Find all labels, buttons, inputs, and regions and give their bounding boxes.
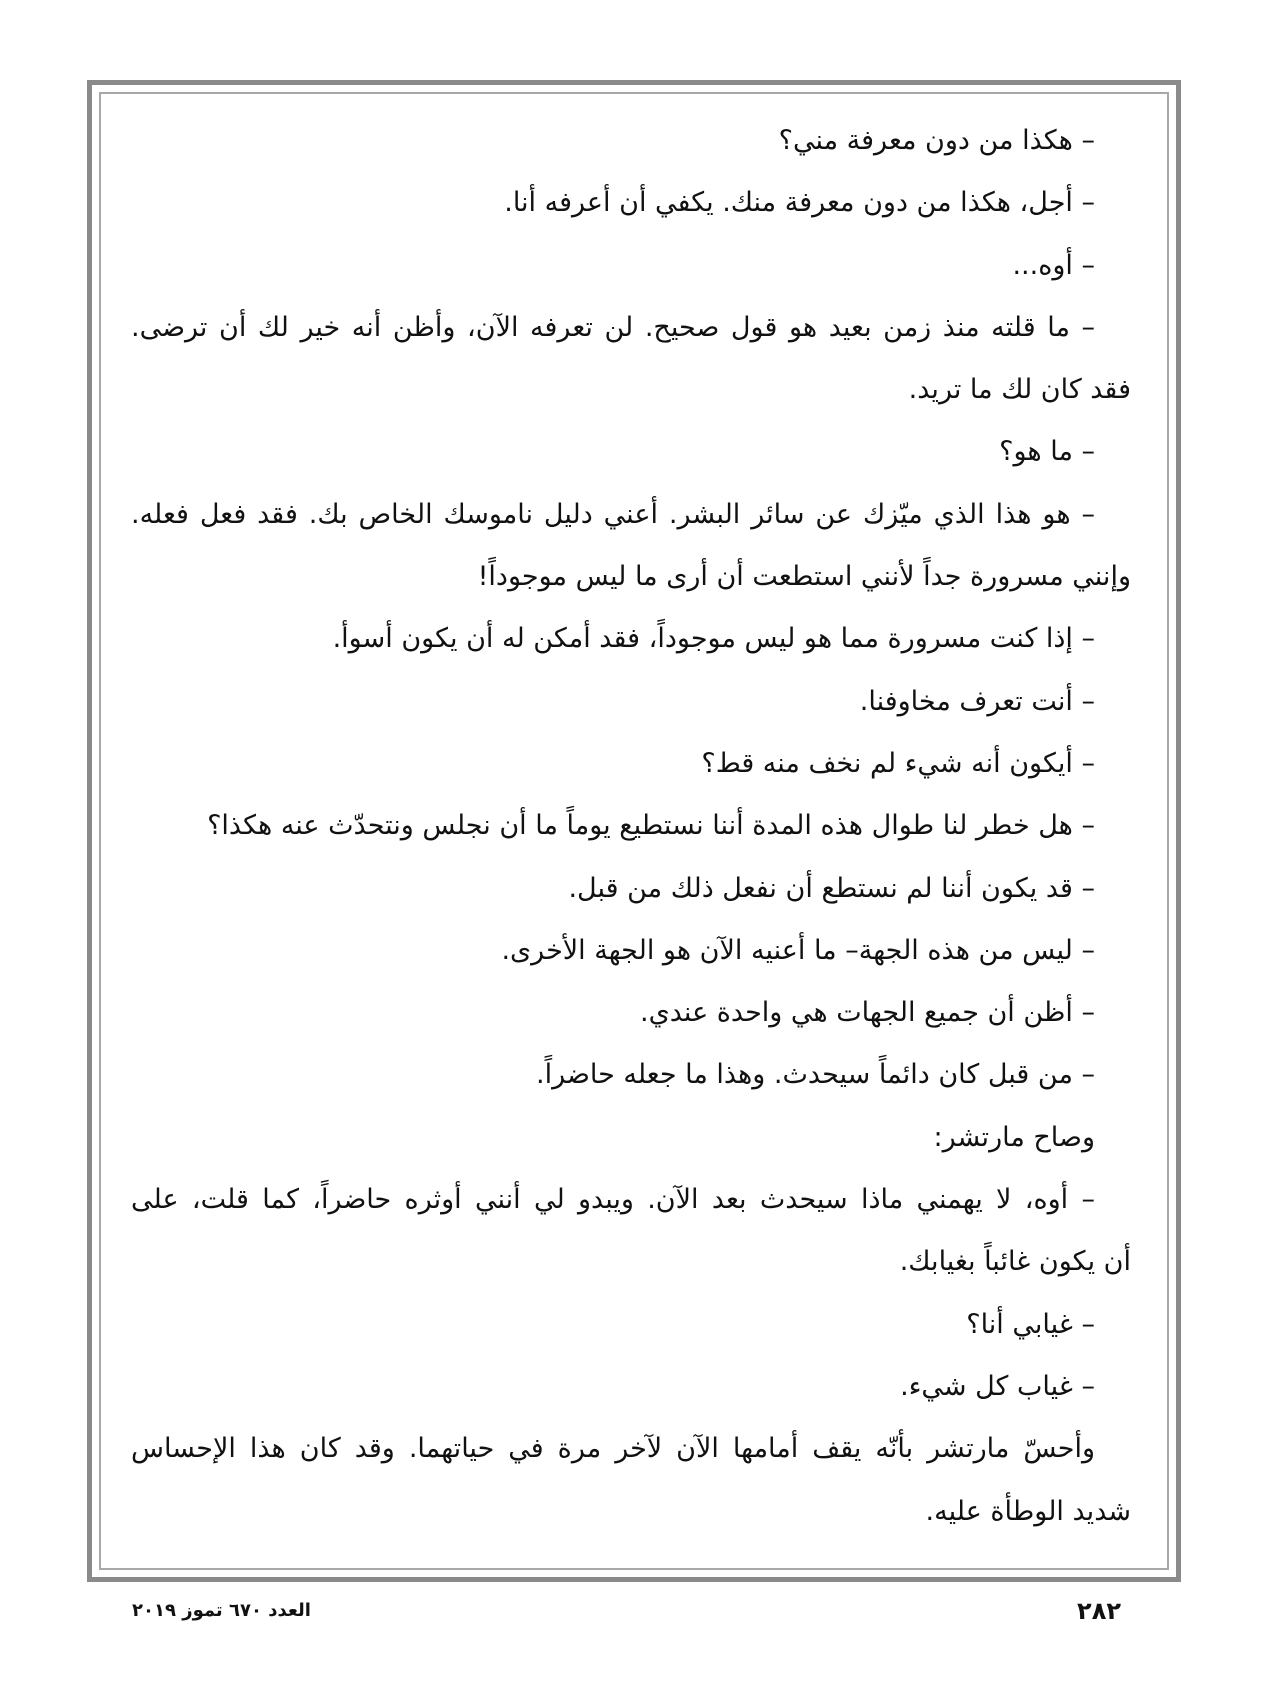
paragraph-line: – هل خطر لنا طوال هذه المدة أننا نستطيع يوماً ما أن نجلس ونتحدّث عنه هكذا؟: [207, 810, 1095, 842]
paragraph-line: – ليس من هذه الجهة– ما أعنيه الآن هو الجهة الأخرى.: [501, 934, 1095, 966]
paragraph-line: – غيابي أنا؟: [966, 1308, 1095, 1340]
paragraph-line: – هو هذا الذي ميّزك عن سائر البشر. أعني دليل ناموسك الخاص بك. فقد فعل فعله.: [131, 498, 1095, 530]
paragraph-line: – هكذا من دون معرفة مني؟: [778, 125, 1095, 156]
paragraph-line: – أجل، هكذا من دون معرفة منك. يكفي أن أعرفه أنا.: [504, 187, 1095, 219]
paragraph-line: – أوه، لا يهمني ماذا سيحدث بعد الآن. ويبدو لي أنني أوثره حاضراً، كما قلت، على: [131, 1184, 1095, 1216]
paragraph-line: – أوه...: [1012, 249, 1095, 281]
paragraph-line: وصاح مارتشر:: [933, 1121, 1095, 1153]
paragraph-line: – أظن أن جميع الجهات هي واحدة عندي.: [640, 997, 1095, 1029]
paragraph-line: – من قبل كان دائماً سيحدث. وهذا ما جعله حاضراً.: [535, 1059, 1095, 1091]
paragraph-line: شديد الوطأة عليه.: [925, 1495, 1131, 1527]
paragraph-line: – ما هو؟: [999, 436, 1095, 468]
paragraph-line: وإنني مسرورة جداً لأنني استطعت أن أرى ما ليس موجوداً!: [477, 561, 1131, 593]
paragraph-line: – إذا كنت مسرورة مما هو ليس موجوداً، فقد أمكن له أن يكون أسوأ.: [332, 623, 1095, 655]
paragraph-line: – غياب كل شيء.: [900, 1370, 1095, 1402]
page-number: ٢٨٢: [1077, 1597, 1121, 1625]
paragraph-line: فقد كان لك ما تريد.: [908, 374, 1131, 406]
paragraph-line: – قد يكون أننا لم نستطع أن نفعل ذلك من قبل.: [568, 872, 1095, 904]
issue-info: العدد ٦٧٠ تموز ٢٠١٩: [132, 1600, 311, 1621]
paragraph-line: – أنت تعرف مخاوفنا.: [859, 685, 1095, 717]
paragraph-line: – أيكون أنه شيء لم نخف منه قط؟: [701, 747, 1095, 779]
article-body: [131, 110, 1131, 1543]
paragraph-line: وأحسّ مارتشر بأنّه يقف أمامها الآن لآخر مرة في حياتهما. وقد كان هذا الإحساس: [131, 1433, 1095, 1465]
paragraph-line: – ما قلته منذ زمن بعيد هو قول صحيح. لن تعرفه الآن، وأظن أنه خير لك أن ترضى.: [131, 311, 1095, 343]
paragraph-line: أن يكون غائباً بغيابك.: [899, 1246, 1131, 1278]
